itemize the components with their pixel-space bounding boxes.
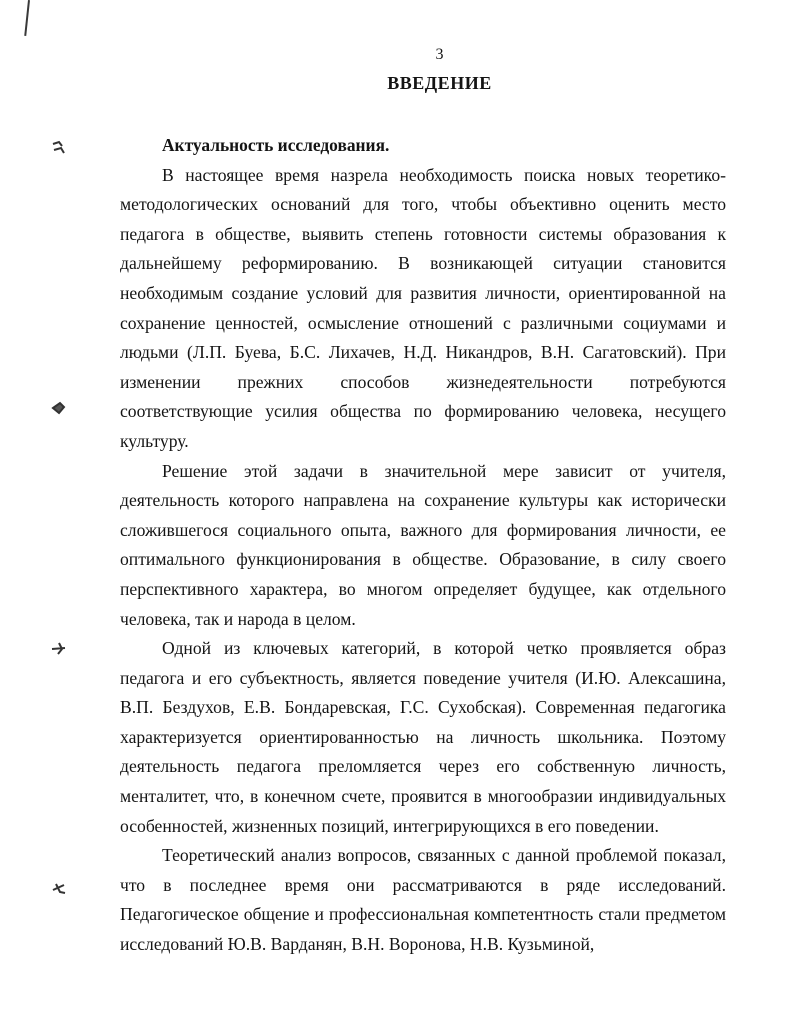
document-body xyxy=(120,131,726,960)
page-number: 3 xyxy=(435,46,444,63)
paragraph: В настоящее время назрела необходимость поиска новых теоретико-методологических оснований для того, чтобы объективно оценить место педагога в обществе, выявить степень готовности системы образования к дальнейшему реформированию. В возникающей ситуации становится необходимым создание условий для развития личности, ориентированной на сохранение ценностей, осмысление отношений с различными социумами и людьми (Л.П. Буева, Б.С. Лихачев, Н.Д. Никандров, В.Н. Сагатовский). При изменении прежних способов жизнедеятельности потребуются соответствующие усилия общества по формированию человека, несущего культуру. xyxy=(120,164,726,451)
binding-hole-mark xyxy=(50,640,68,656)
section-heading: Актуальность исследования. xyxy=(162,135,390,155)
paragraph: Одной из ключевых категорий, в которой четко проявляется образ педагога и его субъектность, является поведение учителя (И.Ю. Алексашина, В.П. Бездухов, Е.В. Бондаревская, Г.С. Сухобская). Современная педагогика характеризуется ориентированностью на личность школьника. Поэтому деятельность педагога преломляется через его собственную личность, менталитет, что, в конечном счете, проявится в многообразии индивидуальных особенностей, жизненных позиций, интегрирующихся в его поведении. xyxy=(120,638,726,836)
paragraph: Теоретический анализ вопросов, связанных с данной проблемой показал, что в последнее время они рассматриваются в ряде исследований. Педагогическое общение и профессиональная компетентность стали предметом исследований Ю.В. Варданян, В.Н. Воронова, Н.В. Кузьминой, xyxy=(120,845,726,955)
page-title: ВВЕДЕНИЕ xyxy=(387,73,492,93)
binding-hole-mark xyxy=(50,880,68,896)
binding-hole-mark xyxy=(50,140,68,156)
scan-edge-mark xyxy=(24,0,30,36)
paragraph: Решение этой задачи в значительной мере зависит от учителя, деятельность которого направлена на сохранение культуры как исторически сложившегося социального опыта, важного для формирования личности, ее оптимального функционирования в обществе. Образование, в силу своего перспективного характера, во многом определяет будущее, как отдельного человека, так и народа в целом. xyxy=(120,460,726,629)
binding-hole-mark xyxy=(50,400,68,416)
